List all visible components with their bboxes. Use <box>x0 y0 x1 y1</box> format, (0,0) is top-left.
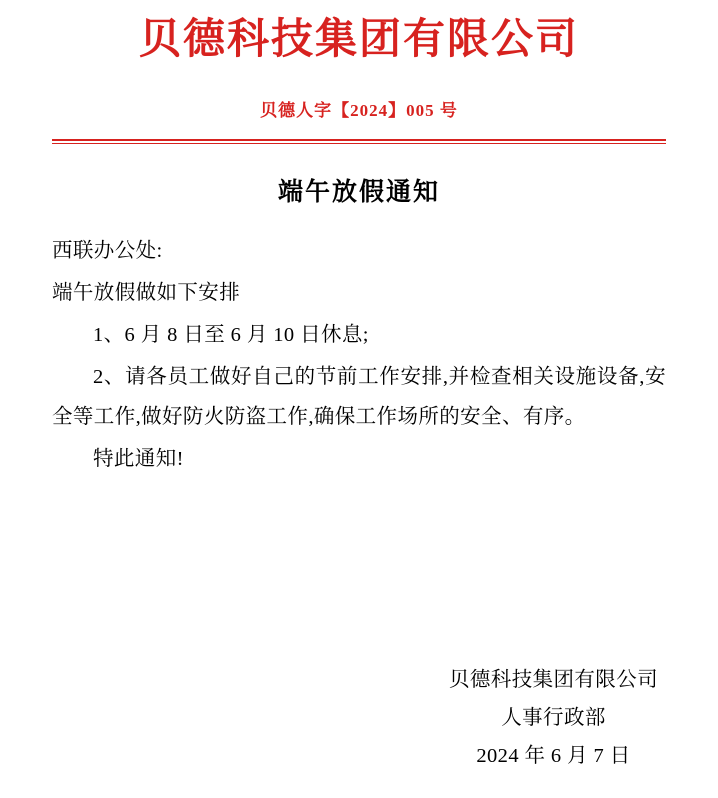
signature-department: 人事行政部 <box>501 707 606 730</box>
document-page <box>0 14 718 798</box>
organization-title: 贝德科技集团有限公司 <box>138 14 579 63</box>
document-title: 端午放假通知 <box>277 177 440 207</box>
divider-thin-line <box>52 143 666 144</box>
addressee-line: 西联办公处: <box>52 240 163 263</box>
closing-line: 特此通知! <box>93 448 184 471</box>
document-body <box>52 232 666 480</box>
signature-block <box>449 662 658 776</box>
intro-line: 端午放假做如下安排 <box>52 282 241 305</box>
list-item: 1、6 月 8 日至 6 月 10 日休息; <box>93 324 369 347</box>
signature-date: 2024 年 6 月 7 日 <box>476 745 631 768</box>
list-item: 2、请各员工做好自己的节前工作安排,并检查相关设施设备,安全等工作,做好防火防盗工作,确保工作场所的安全、有序。 <box>52 366 666 429</box>
header-divider <box>52 139 666 144</box>
document-number: 贝德人字【2024】005 号 <box>260 101 458 121</box>
signature-company: 贝德科技集团有限公司 <box>449 669 658 692</box>
divider-thick-line <box>52 139 666 141</box>
